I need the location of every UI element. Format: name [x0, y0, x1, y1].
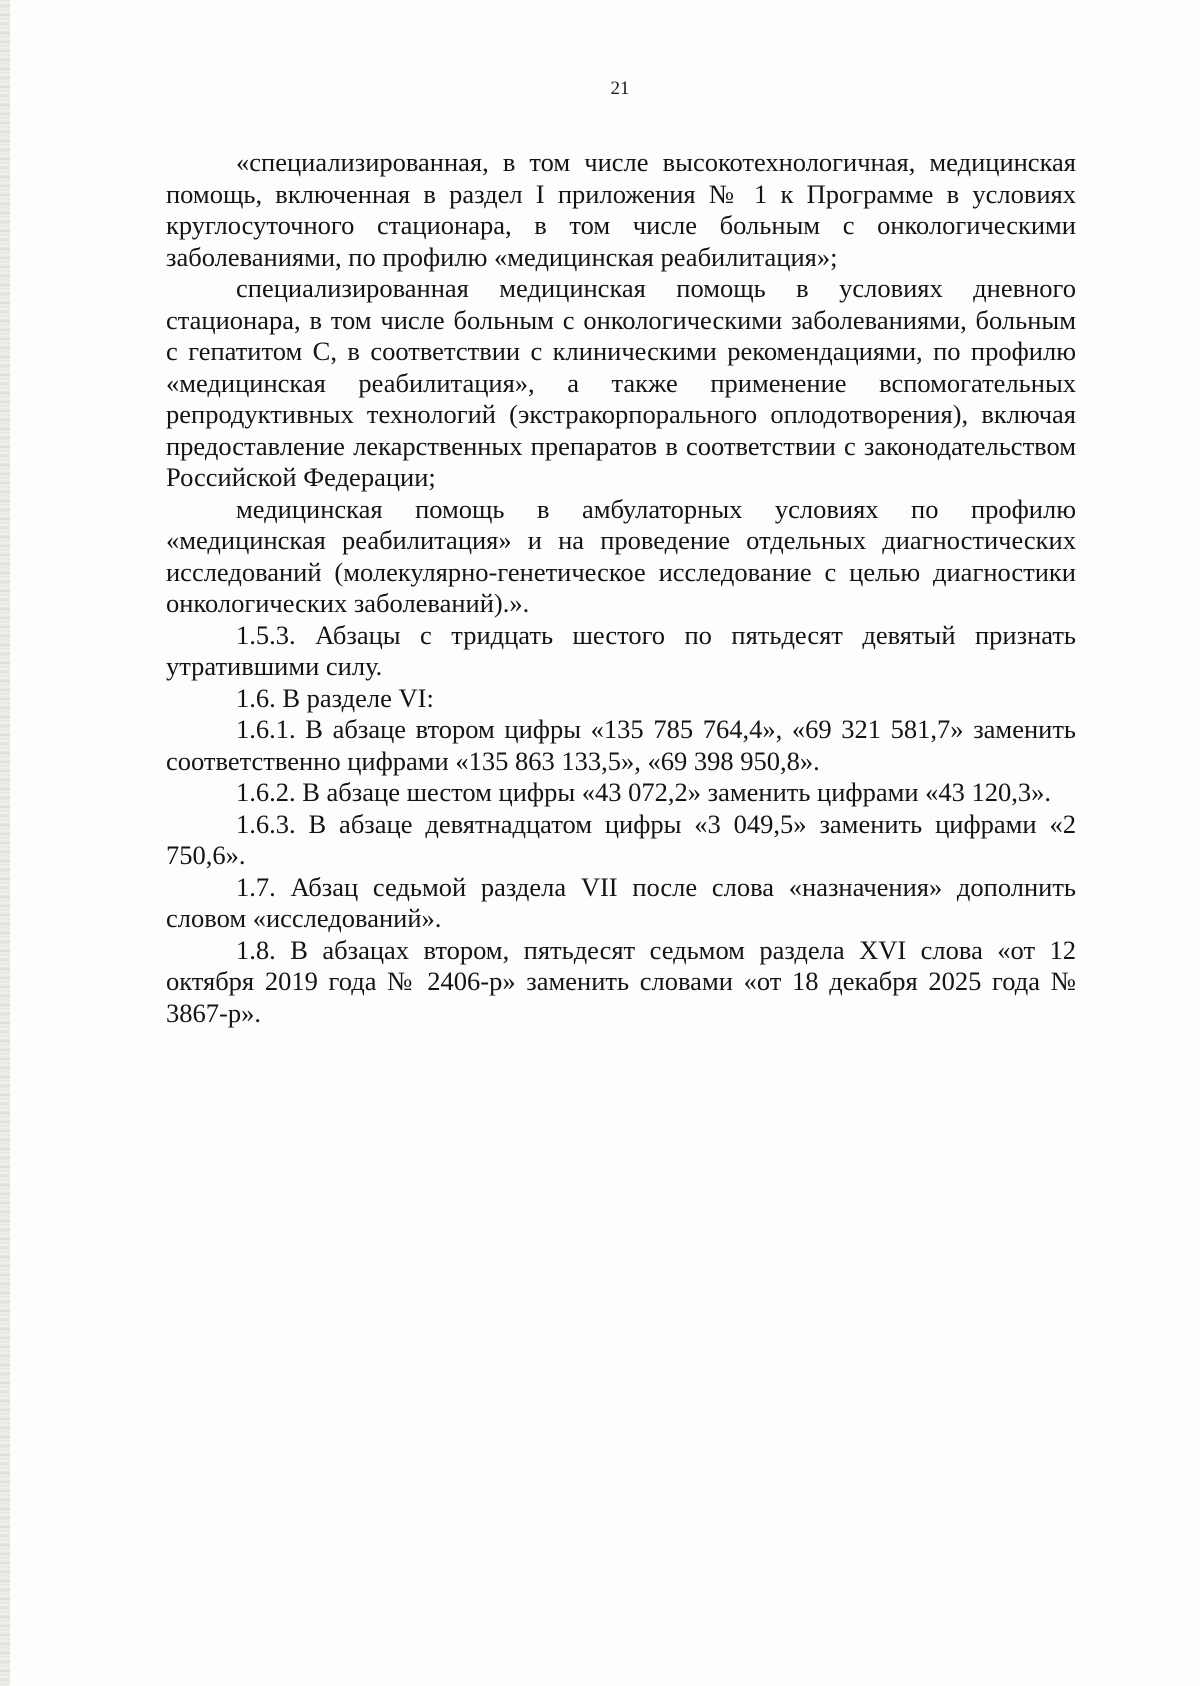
paragraph-1-8: 1.8. В абзацах втором, пятьдесят седьмом раздела XVI слова «от 12 октября 2019 года № 2406-р» заменить словами «от 18 декабря 2025 года № 3867-р». [166, 934, 1076, 1028]
paragraph-1-6-3: 1.6.3. В абзаце девятнадцатом цифры «3 049,5» заменить цифрами «2 750,6». [166, 808, 1076, 870]
document-body [166, 147, 1076, 1029]
paragraph-specialized-care: «специализированная, в том числе высокотехнологичная, медицинская помощь, включенная в раздел I приложения № 1 к Программе в условиях круглосуточного стационара, в том числе больным с онкологическими заболеваниями, по профилю «медицинская реабилитация»; [166, 147, 1076, 272]
paragraph-outpatient: медицинская помощь в амбулаторных условиях по профилю «медицинская реабилитация» и на проведение отдельных диагностических исследований (молекулярно-генетическое исследование с целью диагностики онкологических заболеваний).». [166, 493, 1076, 618]
scan-edge-shadow [0, 0, 10, 1686]
paragraph-1-5-3: 1.5.3. Абзацы с тридцать шестого по пятьдесят девятый признать утратившими силу. [166, 619, 1076, 681]
paragraph-day-hospital: специализированная медицинская помощь в условиях дневного стационара, в том числе больным с онкологическими заболеваниями, больным с гепатитом С, в соответствии с клиническими рекомендациями, по профилю «медицинская реабилитация», а также применение вспомогательных репродуктивных технологий (экстракорпорального оплодотворения), включая предоставление лекарственных препаратов в соответствии с законодательством Российской Федерации; [166, 273, 1076, 492]
page-number: 21 [610, 78, 630, 99]
paragraph-1-6-1: 1.6.1. В абзаце втором цифры «135 785 764,4», «69 321 581,7» заменить соответственно цифрами «135 863 133,5», «69 398 950,8». [166, 714, 1076, 776]
paragraph-1-7: 1.7. Абзац седьмой раздела VII после слова «назначения» дополнить словом «исследований». [166, 871, 1076, 933]
paragraph-1-6-2: 1.6.2. В абзаце шестом цифры «43 072,2» заменить цифрами «43 120,3». [236, 777, 1052, 807]
paragraph-1-6: 1.6. В разделе VI: [236, 682, 434, 713]
